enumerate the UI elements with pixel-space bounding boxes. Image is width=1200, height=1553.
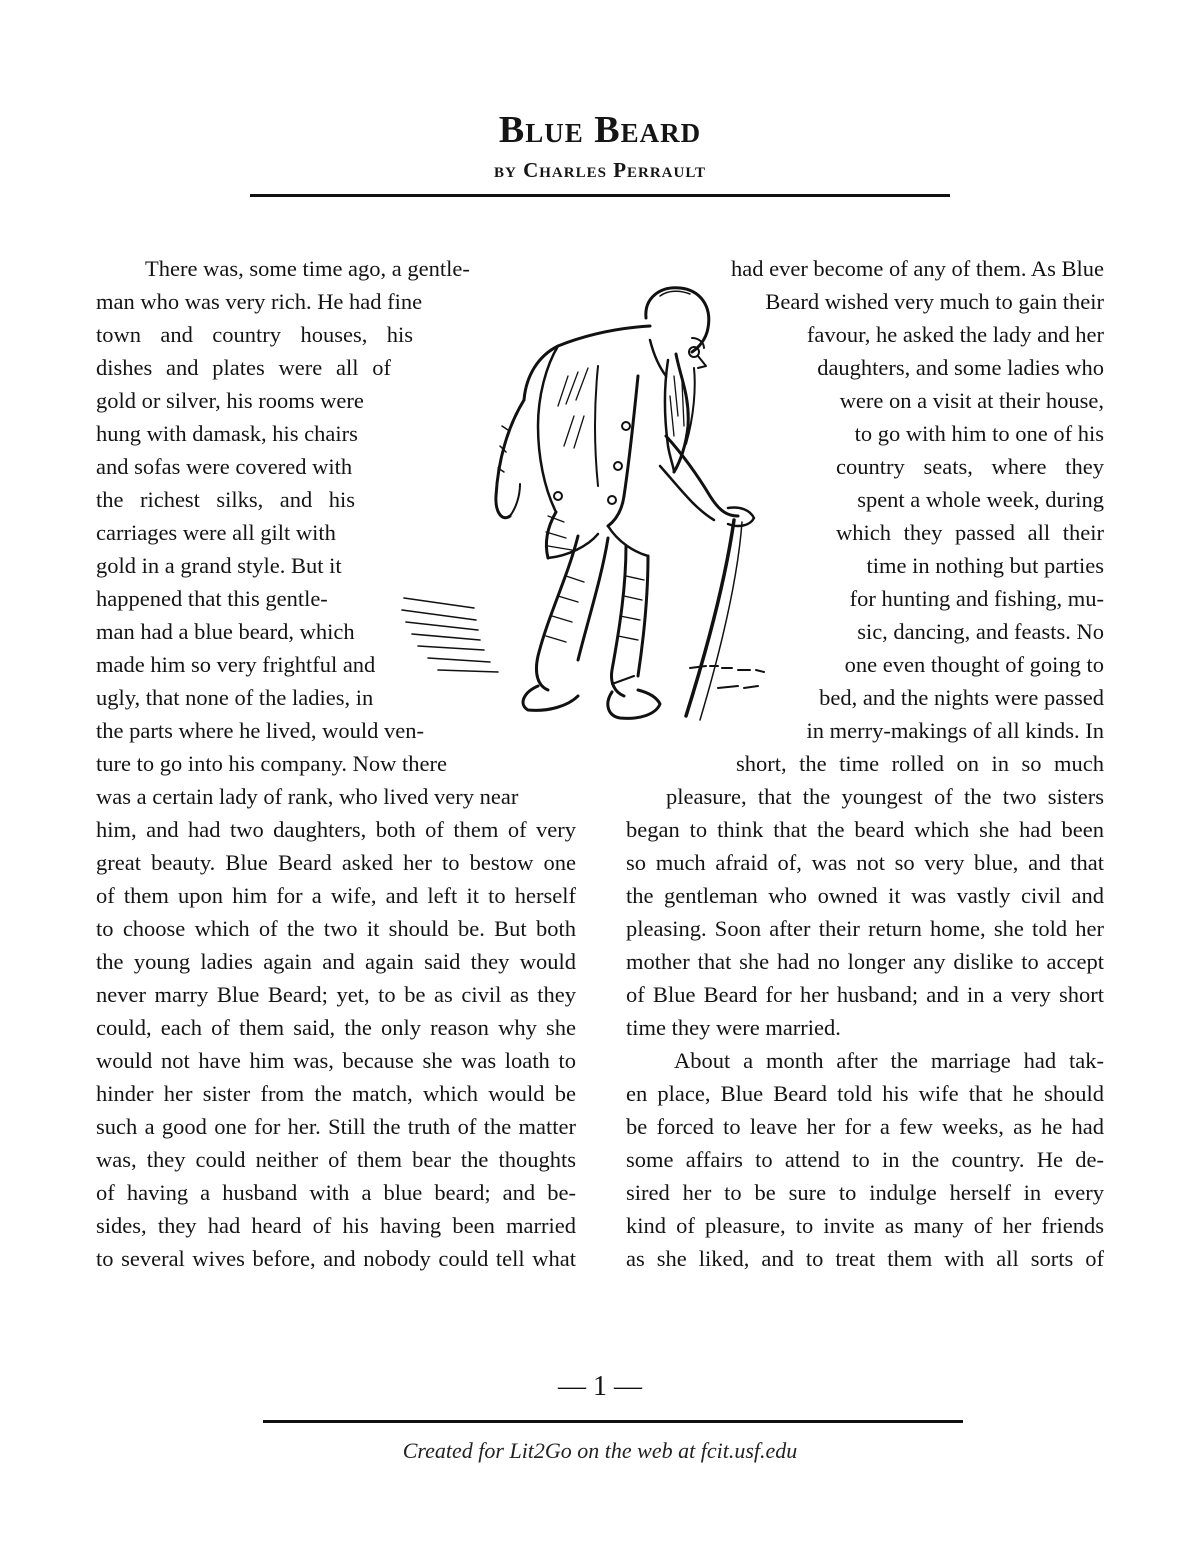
text-line: the gentleman who owned it was vastly civil and: [626, 883, 1104, 908]
page-title: Blue Beard: [498, 109, 702, 151]
text-line: pleasure, that the youngest of the two sisters: [666, 784, 1104, 809]
text-line: him, and had two daughters, both of them of very: [96, 817, 576, 842]
text-line: some affairs to attend to in the country. He de-: [626, 1147, 1104, 1172]
text-line: and sofas were covered with: [96, 454, 353, 479]
text-line: spent a whole week, during: [857, 487, 1104, 512]
text-line: was a certain lady of rank, who lived very near: [96, 784, 519, 809]
text-line: mother that she had no longer any dislike to accept: [626, 949, 1104, 974]
text-line: had ever become of any of them. As Blue: [730, 256, 1104, 281]
text-line: would not have him was, because she was loath to: [96, 1048, 576, 1073]
footer-rule: [263, 1420, 963, 1423]
text-line: as she liked, and to treat them with all sorts of: [626, 1246, 1104, 1271]
text-line: time in nothing but parties: [866, 553, 1104, 578]
text-line: carriages were all gilt with: [96, 520, 336, 545]
text-line: man had a blue beard, which: [96, 619, 355, 644]
text-line: ugly, that none of the ladies, in: [96, 685, 374, 710]
text-line: There was, some time ago, a gentle-: [145, 256, 470, 281]
text-line: began to think that the beard which she had been: [626, 817, 1104, 842]
text-line: en place, Blue Beard told his wife that he should: [626, 1081, 1104, 1106]
author-byline: by Charles Perrault: [494, 158, 706, 182]
text-line: hung with damask, his chairs: [96, 421, 358, 446]
text-line: such a good one for her. Still the truth of the matter: [96, 1114, 576, 1139]
text-line: dishes and plates were all of: [96, 355, 391, 380]
text-line: Beard wished very much to gain their: [765, 289, 1104, 314]
text-line: to choose which of the two it should be. But both: [96, 916, 576, 941]
text-line: the richest silks, and his: [96, 487, 355, 512]
text-line: favour, he asked the lady and her: [806, 322, 1104, 347]
text-line: so much afraid of, was not so very blue, and that: [626, 850, 1104, 875]
text-line: time they were married.: [626, 1015, 841, 1040]
text-line: the parts where he lived, would ven-: [96, 718, 425, 743]
text-line: sired her to be sure to indulge herself in every: [626, 1180, 1104, 1205]
text-line: About a month after the marriage had tak-: [674, 1048, 1104, 1073]
text-line: short, the time rolled on in so much: [736, 751, 1104, 776]
text-line: gold or silver, his rooms were: [96, 388, 364, 413]
text-line: hinder her sister from the match, which would be: [96, 1081, 576, 1106]
footer-credit: Created for Lit2Go on the web at fcit.usf.edu: [402, 1438, 798, 1463]
page-number: — 1 —: [558, 1371, 642, 1402]
text-line: were on a visit at their house,: [839, 388, 1104, 413]
text-line: sides, they had heard of his having been married: [96, 1213, 576, 1238]
text-line: in merry-makings of all kinds. In: [806, 718, 1104, 743]
text-line: pleasing. Soon after their return home, she told her: [626, 916, 1104, 941]
text-line: to several wives before, and nobody could tell what: [96, 1246, 576, 1271]
text-line: one even thought of going to: [844, 652, 1104, 677]
blue-beard-illustration: [398, 276, 772, 746]
text-line: made him so very frightful and: [96, 652, 376, 677]
text-line: country seats, where they: [836, 454, 1104, 479]
text-line: could, each of them said, the only reason why she: [96, 1015, 576, 1040]
text-line: of having a husband with a blue beard; and be-: [96, 1180, 576, 1205]
text-line: sic, dancing, and feasts. No: [857, 619, 1104, 644]
text-line: which they passed all their: [836, 520, 1104, 545]
text-line: for hunting and fishing, mu-: [849, 586, 1104, 611]
header-rule: [250, 194, 950, 197]
text-line: great beauty. Blue Beard asked her to bestow one: [96, 850, 576, 875]
text-line: daughters, and some ladies who: [817, 355, 1104, 380]
text-line: kind of pleasure, to invite as many of her friends: [626, 1213, 1104, 1238]
text-line: the young ladies again and again said they would: [96, 949, 576, 974]
text-line: bed, and the nights were passed: [819, 685, 1104, 710]
text-line: man who was very rich. He had fine: [96, 289, 423, 314]
text-line: of Blue Beard for her husband; and in a very short: [626, 982, 1104, 1007]
text-line: happened that this gentle-: [96, 586, 328, 611]
text-line: of them upon him for a wife, and left it to herself: [96, 883, 576, 908]
text-line: be forced to leave her for a few weeks, as he had: [626, 1114, 1104, 1139]
text-line: ture to go into his company. Now there: [96, 751, 447, 776]
text-line: was, they could neither of them bear the thoughts: [96, 1147, 576, 1172]
text-line: gold in a grand style. But it: [96, 553, 342, 578]
text-line: never marry Blue Beard; yet, to be as civil as they: [96, 982, 576, 1007]
text-line: to go with him to one of his: [854, 421, 1104, 446]
text-line: town and country houses, his: [96, 322, 413, 347]
